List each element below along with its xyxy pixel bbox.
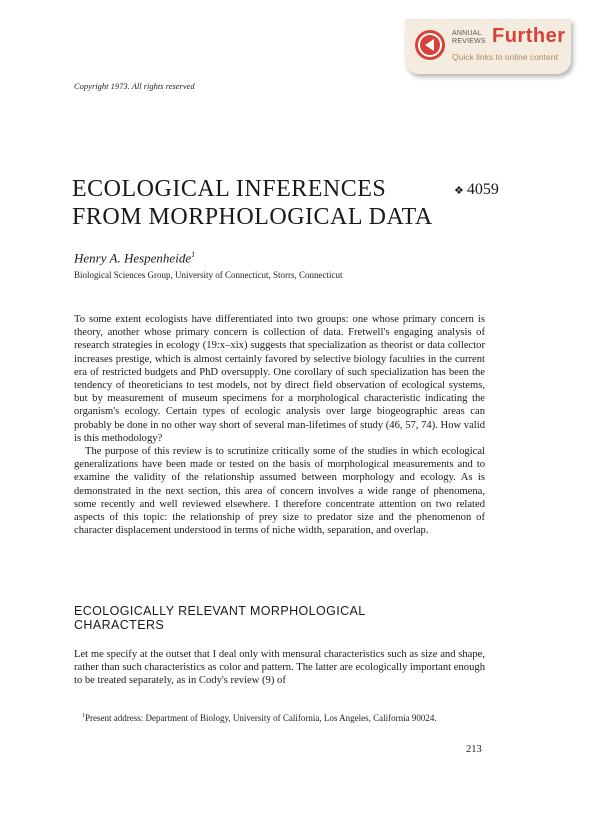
footnote-mark: 1 bbox=[82, 713, 85, 719]
intro-text bbox=[74, 313, 485, 537]
further-badge[interactable] bbox=[405, 19, 571, 74]
section-paragraph: Let me specify at the outset that I deal only with mensural characteristics such as size and shape, rather than such characteristics as color and pattern. The latter are ecologically important enough to be treated separately, as in Cody's review (9) of bbox=[74, 649, 485, 687]
copyright-notice: Copyright 1973. All rights reserved bbox=[74, 81, 195, 91]
arrow-left-icon bbox=[415, 30, 445, 60]
page-number: 213 bbox=[466, 744, 482, 755]
footnote bbox=[74, 710, 485, 724]
author-name: Henry A. Hespenheide$^1$ bbox=[74, 250, 196, 266]
title-line-1: ECOLOGICAL INFERENCES bbox=[72, 176, 387, 202]
diamond-icon: ❖ bbox=[454, 185, 464, 197]
annual-reviews-logo: ANNUAL REVIEWS bbox=[452, 30, 486, 45]
further-subtitle: Quick links to online content bbox=[452, 52, 558, 62]
author-affiliation: Biological Sciences Group, University of Connecticut, Storrs, Connecticut bbox=[74, 270, 343, 280]
paragraph-2: The purpose of this review is to scrutinize critically some of the studies in which ecological generalizations have been made or tested on the basis of morphological measurements and to examine the validity of the relationship assumed between morphology and ecology. As is demonstrated in the next section, this area of concern involves a wide range of phenomena, some recently and well reviewed elsewhere. I therefore concentrate attention on two related aspects of this topic: the relationship of prey size to predator size and the phenomenon of character displacement understood in terms of niche width, separation, and overlap. bbox=[74, 446, 485, 537]
title-line-2: FROM MORPHOLOGICAL DATA bbox=[72, 204, 433, 230]
section-text bbox=[74, 648, 485, 688]
author-footnote-mark: 1 bbox=[191, 250, 196, 259]
further-label[interactable]: Further bbox=[492, 25, 566, 47]
article-code: ❖ 4059 bbox=[454, 181, 499, 198]
paragraph-1: To some extent ecologists have differentiated into two groups: one whose primary concern is theory, another whose primary concern is collection of data. Fretwell's engaging analysis of research strategies in ecology (19:x–xix) suggests that specialization as theorist or data collector increases prestige, which is almost certainly favored by selective biology faculties in the current era of restricted budgets and PhD oversupply. One corollary of such specialization has been the tendency of theoreticians to test models, not by direct field observation of ecological systems, but by measurement of museum specimens for a morphological characteristic indicating the organism's ecology. Certain types of ecologic analysis over large biogeographic areas can probably be done in no other way short of several man-lifetimes of study (46, 57, 74). How valid is this methodology? bbox=[74, 314, 485, 444]
footnote-text: Present address: Department of Biology, University of California, Los Angeles, California 90024. bbox=[85, 713, 437, 723]
article-title bbox=[72, 175, 433, 231]
section-heading: ECOLOGICALLY RELEVANT MORPHOLOGICAL CHARACTERS bbox=[74, 604, 366, 632]
